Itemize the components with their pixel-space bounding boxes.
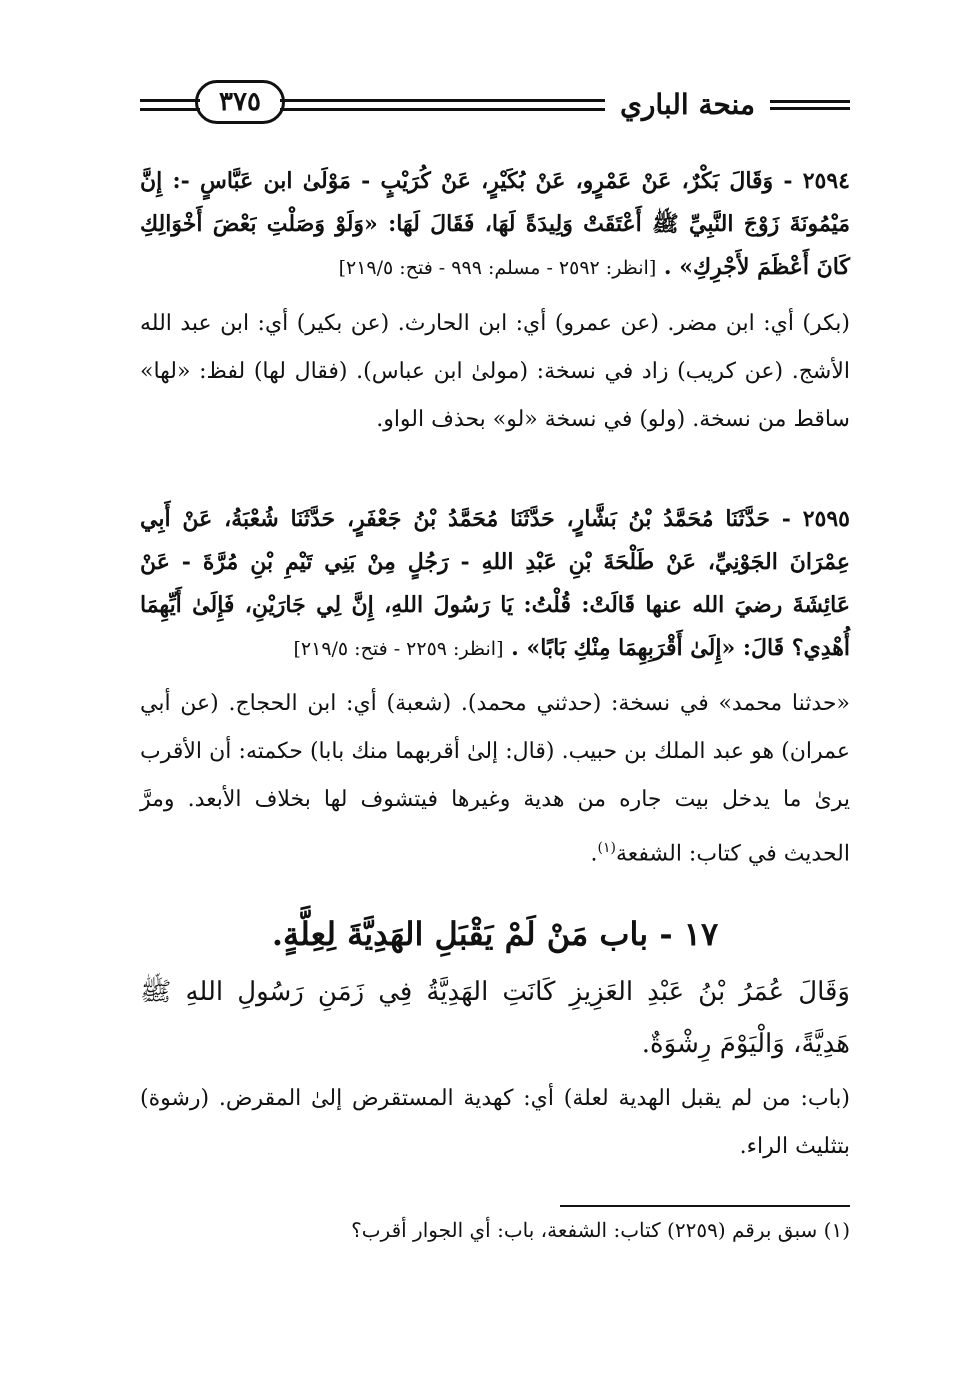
running-title: منحة الباري [619, 88, 755, 121]
page-header [140, 80, 850, 130]
sharh-2595: «حدثنا محمد» في نسخة: (حدثني محمد). (شعبة) أي: ابن الحجاج. (عن أبي عمران) هو عبد الملك بن حبيب. (قال: إلىٰ أقربهما منك بابا) حكمته: أن الأقرب يرىٰ ما يدخل بيت جاره من هدية وغيرها فيتشوف لها بخلاف الأبعد. ومرَّ الحديث في كتاب: الشفعة$^{(١)}$. [140, 691, 850, 867]
footnote: (١) سبق برقم (٢٢٥٩) كتاب: الشفعة، باب: أي الجوار أقرب؟ [351, 1218, 850, 1242]
sharh-chapter: (باب: من لم يقبل الهدية لعلة) أي: كهدية المستقرض إلىٰ المقرض. (رشوة) بتثليث الراء. [140, 1086, 850, 1159]
footnote-rule [560, 1205, 850, 1207]
footnote-marker: (١) [597, 840, 616, 856]
chapter-title: ١٧ - باب مَنْ لَمْ يَقْبَلِ الهَدِيَّةَ لِعِلَّةٍ. [271, 915, 719, 953]
hadith-2595-text: ٢٥٩٥ - حَدَّثَنَا مُحَمَّدُ بْنُ بَشَّارٍ، حَدَّثَنَا مُحَمَّدُ بْنُ جَعْفَرٍ، حَدَّثَنَا شُعْبَةُ، عَنْ أَبِي عِمْرَانَ الجَوْنِيِّ، عَنْ طَلْحَةَ بْنِ عَبْدِ اللهِ - رَجُلٍ مِنْ بَنِي تَيْمِ بْنِ مُرَّةَ - عَنْ عَائِشَةَ رضيَ الله عنها قَالَتْ: قُلْتُ: يَا رَسُولَ اللهِ، إِنَّ لِي جَارَيْنِ، فَإِلَىٰ أَيِّهِمَا أُهْدِي؟ قَالَ: «إِلَىٰ أَقْرَبِهِمَا مِنْكِ بَابًا» . [140, 506, 850, 661]
hadith-2594-text: ٢٥٩٤ - وَقَالَ بَكْرٌ، عَنْ عَمْرٍو، عَنْ بُكَيْرٍ، عَنْ كُرَيْبٍ - مَوْلَىٰ ابن عَبَّاسٍ -: إِنَّ مَيْمُونَةَ زَوْجَ النَّبِيِّ ﷺ أَعْتَقَتْ وَلِيدَةً لَهَا، فَقَالَ لَهَا: «وَلَوْ وَصَلْتِ بَعْضَ أَخْوَالِكِ كَانَ أَعْظَمَ لأَجْرِكِ» . [140, 168, 850, 280]
header-rule-left [140, 99, 200, 111]
hadith-2595 [140, 498, 850, 671]
hadith-2594-ref: [انظر: ٢٥٩٢ - مسلم: ٩٩٩ - فتح: ٢١٩/٥] [338, 257, 657, 279]
hadith-2594 [140, 160, 850, 290]
sharh-2595-text: «حدثنا محمد» في نسخة: (حدثني محمد). (شعبة) أي: ابن الحجاج. (عن أبي عمران) هو عبد الملك بن حبيب. (قال: إلىٰ أقربهما منك بابا) حكمته: أن الأقرب يرىٰ ما يدخل بيت جاره من هدية وغيرها فيتشوف لها بخلاف الأبعد. ومرَّ الحديث في كتاب: الشفعة [140, 691, 850, 867]
athar-umar: وَقَالَ عُمَرُ بْنُ عَبْدِ العَزِيزِ كَانَتِ الهَدِيَّةُ فِي زَمَنِ رَسُولِ اللهِ ﷺ هَدِيَّةً، وَالْيَوْمَ رِشْوَةٌ. [140, 977, 850, 1059]
header-rule-middle [280, 99, 605, 111]
header-rule-right [770, 100, 850, 110]
sharh-2594: (بكر) أي: ابن مضر. (عن عمرو) أي: ابن الحارث. (عن بكير) أي: ابن عبد الله الأشج. (عن كريب) زاد في نسخة: (مولىٰ ابن عباس). (فقال لها) لفظ: «لها» ساقط من نسخة. (ولو) في نسخة «لو» بحذف الواو. [140, 311, 850, 432]
page-number: ٣٧٥ [195, 80, 285, 124]
hadith-2595-ref: [انظر: ٢٢٥٩ - فتح: ٢١٩/٥] [293, 638, 504, 660]
